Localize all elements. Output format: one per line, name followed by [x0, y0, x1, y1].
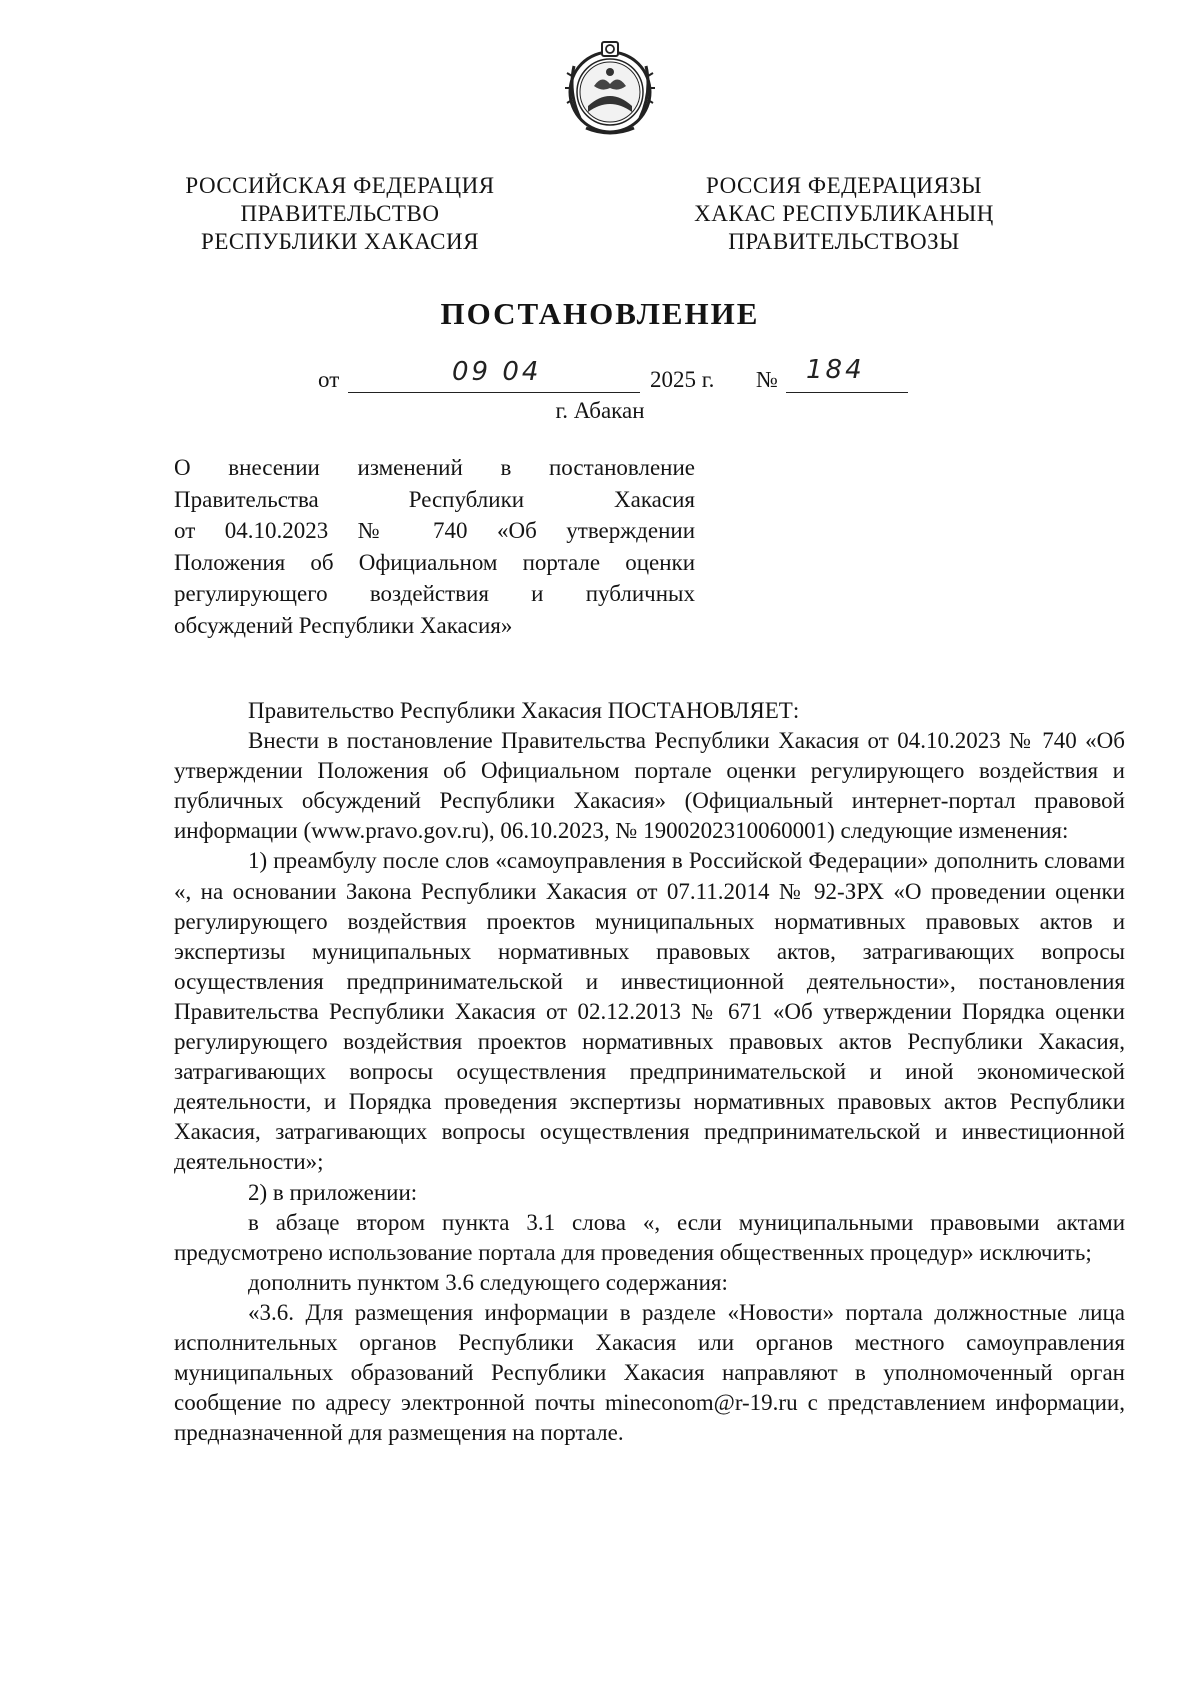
date-from-label: от [318, 367, 340, 392]
body-paragraph: в абзаце втором пункта 3.1 слова «, если муниципальными правовыми актами предусмотрено использование портала для проведения общественных процедур» исключить; [174, 1209, 1125, 1265]
body-paragraph: «3.6. Для размещения информации в разделе «Новости» портала должностные лица исполнительных органов Республики Хакасия или органов местного самоуправления муниципальных образований Республики Хакасия направляют в уполномоченный орган сообщение по адресу электронной почты mineconom@r-19.ru с представлением информации, предназначенной для размещения на портале. [174, 1299, 1125, 1446]
number-underline [786, 392, 908, 393]
subject-line: Положения об Официальном портале оценки [174, 549, 695, 575]
header-left-line: ПРАВИТЕЛЬСТВО [240, 201, 440, 226]
document-title: ПОСТАНОВЛЕНИЕ [440, 296, 760, 331]
header-right-line: ХАКАС РЕСПУБЛИКАНЫҢ [694, 201, 994, 226]
body-paragraph: 2) в приложении: [248, 1179, 418, 1205]
subject-line: О внесении изменений в постановление [174, 455, 695, 480]
header-left-line: РОССИЙСКАЯ ФЕДЕРАЦИЯ [185, 173, 495, 198]
subject-line: Правительства Республики Хакасия [174, 486, 695, 512]
date-handwritten: 09 04 [452, 357, 542, 387]
header-right-block [654, 172, 1034, 256]
body-paragraph: Внести в постановление Правительства Республики Хакасия от 04.10.2023 № 740 «Об утверждении Положения об Официальном портале оценки регулирующего воздействия и публичных обсуждений Республики Хакасия» (Официальный интернет-портал правовой информации (www.pravo.gov.ru), 06.10.2023, № 1900202310060001) следующие изменения: [174, 728, 1125, 844]
date-underline [348, 392, 640, 393]
subject-line: регулирующего воздействия и публичных [174, 581, 695, 606]
subject-line: от 04.10.2023 № 740 «Об утверждении [174, 518, 695, 543]
document-body [174, 696, 1125, 1448]
body-paragraph: Правительство Республики Хакасия ПОСТАНОВЛЯЕТ: [248, 698, 800, 723]
header-right-line: РОССИЯ ФЕДЕРАЦИЯЗЫ [706, 173, 982, 198]
subject-line: обсуждений Республики Хакасия» [174, 612, 513, 638]
body-paragraph: дополнить пунктом 3.6 следующего содержания: [248, 1269, 728, 1295]
year-text: 2025 г. [650, 367, 715, 392]
number-label: № [756, 367, 778, 392]
header-left-block [150, 172, 530, 256]
coat-of-arms-emblem [558, 36, 662, 140]
header-right-line: ПРАВИТЕЛЬСТВОЗЫ [728, 229, 960, 254]
body-paragraph: 1) преамбулу после слов «самоуправления в Российской Федерации» дополнить словами «, на основании Закона Республики Хакасия от 07.11.2014 № 92-ЗРХ «О проведении оценки регулирующего воздействия проектов муниципальных нормативных правовых актов и экспертизы муниципальных нормативных правовых актов, затрагивающих вопросы осуществления предпринимательской и инвестиционной деятельности», постановления Правительства Республики Хакасия от 02.12.2013 № 671 «Об утверждении Порядка оценки регулирующего воздействия проектов нормативных правовых актов Республики Хакасия, затрагивающих вопросы осуществления предпринимательской и иной экономической деятельности, и Порядка проведения экспертизы нормативных правовых актов Республики Хакасия, затрагивающих вопросы осуществления предпринимательской и инвестиционной деятельности»; [174, 848, 1125, 1175]
city-text: г. Абакан [555, 398, 645, 423]
date-number-line [0, 355, 1200, 395]
subject-block [174, 452, 695, 641]
header-left-line: РЕСПУБЛИКИ ХАКАСИЯ [201, 229, 479, 254]
number-handwritten: 184 [806, 355, 865, 385]
